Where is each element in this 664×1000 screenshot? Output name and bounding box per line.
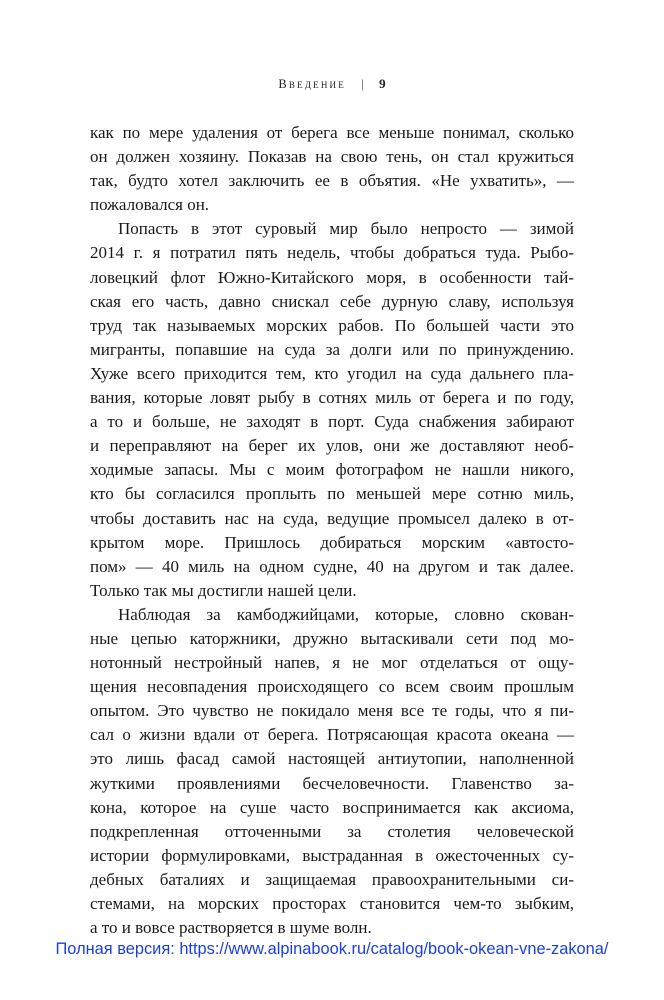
text-line: а то и вовсе растворяется в шуме волн. <box>90 918 372 938</box>
text-line: он должен хозяину. Показав на свою тень, он стал кружиться <box>90 147 574 167</box>
text-line: пом» — 40 миль на одном судне, 40 на другом и так далее. <box>90 556 574 576</box>
full-version-link[interactable]: Полная версия: https://www.alpinabook.ru/catalog/book-okean-vne-zakona/ <box>55 940 609 958</box>
text-line: опытом. Это чувство не покидало меня все те годы, что я пи- <box>90 701 574 721</box>
text-line: вания, которые ловят рыбу в сотнях миль от берега и по году, <box>90 388 574 408</box>
text-line: это лишь фасад самой настоящей антиутопии, наполненной <box>90 749 574 769</box>
text-line: истории формулировками, выстраданная в ожесточенных су- <box>90 845 574 865</box>
text-line: мигранты, попавшие на суда за долги или по принуждению. <box>90 339 574 359</box>
text-line: 2014 г. я потратил пять недель, чтобы добраться туда. Рыбо- <box>90 243 574 263</box>
text-line: подкрепленная отточенными за столетия человеческой <box>90 821 574 841</box>
text-line: стемами, на морских просторах становится чем-то зыбким, <box>90 894 574 913</box>
text-line: нотонный нестройный напев, я не мог отделаться от ощу- <box>90 653 574 673</box>
running-header <box>0 76 664 92</box>
text-line: Попасть в этот суровый мир было непросто — зимой <box>118 219 574 239</box>
page-number: 9 <box>379 76 386 91</box>
text-line: ловецкий флот Южно-Китайского моря, в особенности тай- <box>90 267 574 287</box>
text-line: труд так называемых морских рабов. По большей части это <box>90 315 574 335</box>
paragraph <box>90 603 574 940</box>
text-line: Только так мы достигли нашей цели. <box>90 580 357 600</box>
text-line: Наблюдая за камбоджийцами, которые, словно скован- <box>118 604 574 624</box>
text-line: ные цепью каторжники, дружно вытаскивали сети под мо- <box>90 628 574 648</box>
text-line: чтобы доставить нас на суда, ведущие промысел далеко в от- <box>90 508 574 528</box>
text-line: сал о жизни вдали от берега. Потрясающая красота океана — <box>90 725 574 745</box>
text-line: как по мере удаления от берега все меньше понимал, сколько <box>90 123 574 142</box>
text-line: а то и больше, не заходят в порт. Суда снабжения забирают <box>90 412 574 432</box>
text-line: пожаловался он. <box>90 195 210 215</box>
text-line: и переправляют на берег их улов, они же доставляют необ- <box>90 436 574 456</box>
text-line: дебных баталиях и защищаемая правоохранительными си- <box>90 869 574 889</box>
text-line: кто бы согласился проплыть по меньшей мере сотню миль, <box>90 484 574 504</box>
body-text <box>90 121 574 940</box>
text-line: ходимые запасы. Мы с моим фотографом не нашли никого, <box>90 460 574 480</box>
text-line: кона, которое на суше часто воспринимается как аксиома, <box>90 797 574 817</box>
text-line: так, будто хотел заключить ее в объятия. «Не ухватить», — <box>90 171 574 191</box>
text-line: ская его часть, давно снискал себе дурную славу, используя <box>90 291 574 311</box>
header-separator: | <box>361 77 364 91</box>
paragraph <box>90 121 574 217</box>
section-title: Введение <box>278 77 346 91</box>
text-line: щения несовпадения происходящего со всем своим прошлым <box>90 677 574 697</box>
text-line: жуткими проявлениями бесчеловечности. Главенство за- <box>90 773 574 793</box>
text-line: Хуже всего приходится тем, кто угодил на суда дальнего пла- <box>90 363 574 383</box>
text-line: крытом море. Пришлось добираться морским «автосто- <box>90 532 574 552</box>
paragraph <box>90 217 574 603</box>
